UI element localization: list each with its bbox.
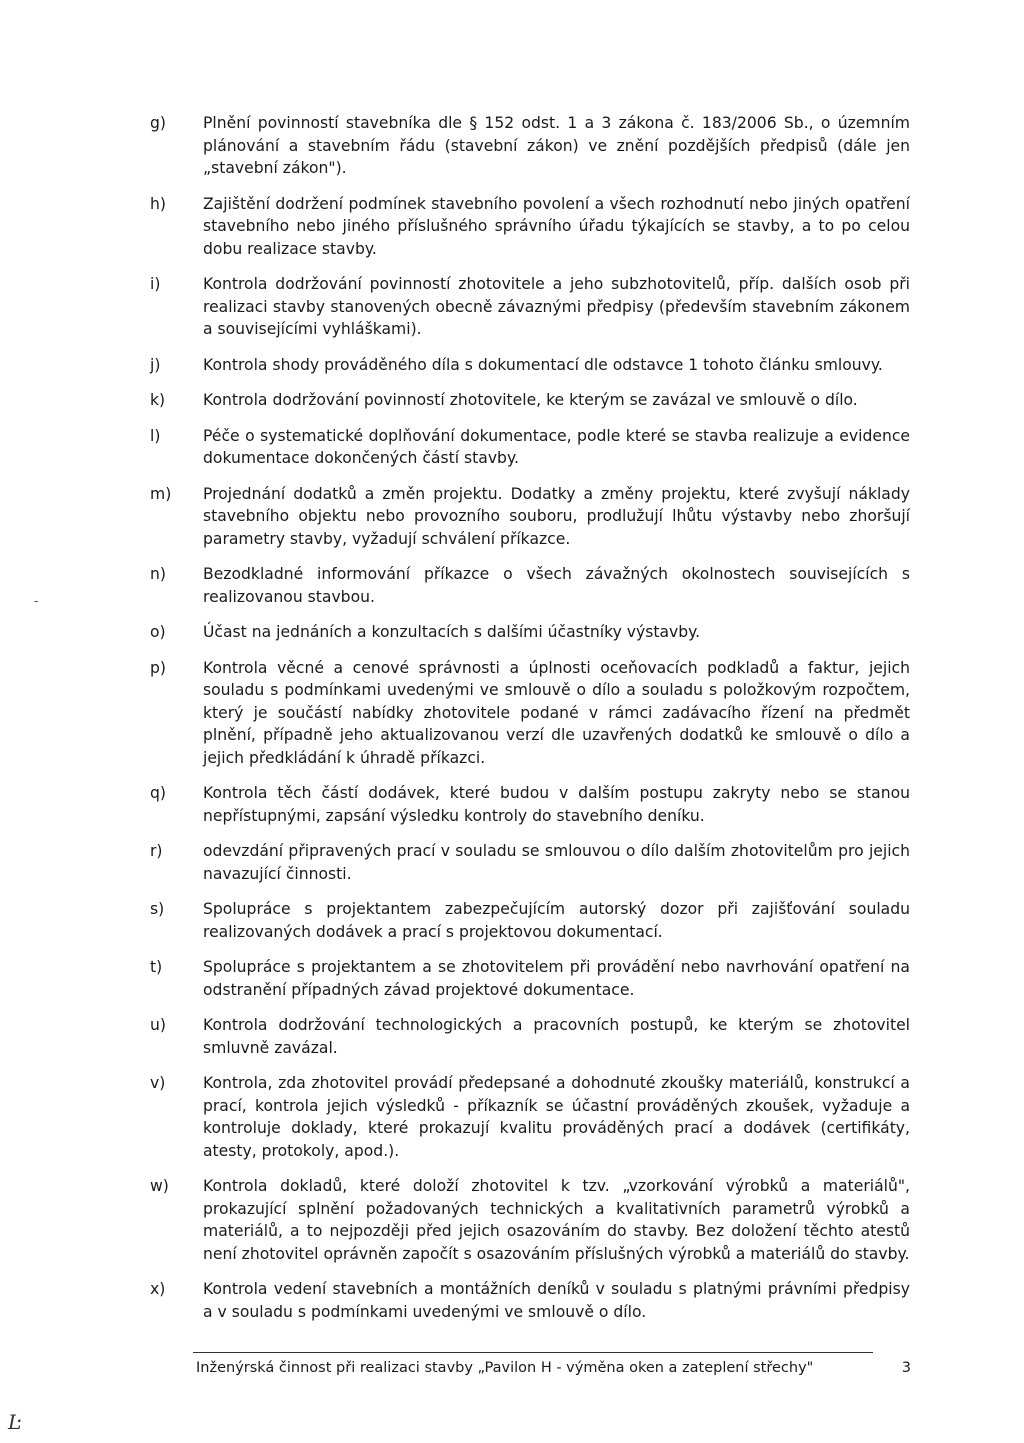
list-item [150, 621, 910, 644]
item-letter: h) [150, 194, 166, 213]
list-item [150, 1072, 910, 1162]
item-letter: p) [150, 658, 166, 677]
list-item [150, 1175, 910, 1265]
item-text: Kontrola těch částí dodávek, které budou v dalším postupu zakryty nebo se stanou nepřístupnými, zapsání výsledku kontroly do stavebního deníku. [203, 784, 910, 825]
item-text: Plnění povinností stavebníka dle § 152 odst. 1 a 3 zákona č. 183/2006 Sb., o územním plánování a stavebním řádu (stavební zákon) ve znění pozdějších předpisů (dále jen „stavební zákon"). [203, 114, 910, 177]
margin-dash-mark: - [34, 594, 39, 608]
item-letter: k) [150, 391, 166, 409]
item-letter: q) [150, 784, 166, 802]
item-text: Péče o systematické doplňování dokumentace, podle které se stavba realizuje a evidence dokumentace dokončených částí stavby. [203, 426, 910, 467]
list-item [150, 354, 910, 377]
item-text: Kontrola dokladů, které doloží zhotovitel k tzv. „vzorkování výrobků a materiálů", prokazující splnění požadovaných technických a kvalitativních parametrů výrobků a materiálů, a to nejpozději před jejich osazováním do stavby. Bez doložení těchto atestů není zhotovitel oprávněn započít s osazováním příslušných výrobků a materiálů do stavby. [203, 1177, 910, 1263]
item-letter: r) [150, 842, 163, 860]
item-text: Kontrola věcné a cenové správnosti a úplnosti oceňovacích podkladů a faktur, jejich souladu s podmínkami uvedenými ve smlouvě o dílo a souladu s položkovým rozpočtem, který je součástí nabídky zhotovitele podané v rámci zadávacího řízení na předmět plnění, případně jeho aktualizovanou verzí dle uzavřených dodatků ke smlouvě o dílo a jejich předkládání k úhradě příkazci. [203, 658, 910, 767]
list-item [150, 657, 910, 770]
item-text: Kontrola shody prováděného díla s dokumentací dle odstavce 1 tohoto článku smlouvy. [203, 355, 883, 374]
list-item [150, 956, 910, 1001]
list-item [150, 389, 910, 412]
list-item [150, 898, 910, 943]
item-text: Spolupráce s projektantem a se zhotovitelem při provádění nebo navrhování opatření na odstranění případných závad projektové dokumentace. [203, 958, 910, 999]
item-text: Projednání dodatků a změn projektu. Dodatky a změny projektu, které zvyšují náklady stavebního objektu nebo provozního souboru, prodlužují lhůtu výstavby nebo zhoršují parametry stavby, vyžadují schválení příkazce. [203, 484, 910, 548]
item-letter: j) [150, 355, 161, 374]
item-letter: t) [150, 958, 163, 976]
item-letter: u) [150, 1016, 166, 1034]
item-text: Spolupráce s projektantem zabezpečujícím autorský dozor při zajišťování souladu realizovaných dodávek a prací s projektovou dokumentací. [203, 900, 910, 941]
item-letter: m) [150, 484, 172, 503]
list-item [150, 1014, 910, 1059]
item-text: Zajištění dodržení podmínek stavebního povolení a všech rozhodnutí nebo jiných opatření stavebního nebo jiného příslušného správního úřadu týkajících se stavby, a to po celou dobu realizace stavby. [203, 194, 910, 258]
item-text: Bezodkladné informování příkazce o všech závažných okolnostech souvisejících s realizovanou stavbou. [203, 565, 910, 606]
page-number: 3 [901, 1360, 911, 1376]
item-letter: o) [150, 623, 166, 641]
list-item [150, 563, 910, 608]
list-item [150, 112, 910, 180]
item-text: Kontrola, zda zhotovitel provádí předepsané a dohodnuté zkoušky materiálů, konstrukcí a prací, kontrola jejich výsledků - příkazník se účastní prováděných zkoušek, vyžaduje a kontroluje doklady, které prokazují kvalitu prováděných prací a dodávek (certifikáty, atesty, protokoly, apod.). [203, 1074, 910, 1160]
list-item [150, 1278, 910, 1323]
item-letter: x) [150, 1280, 166, 1298]
item-text: Kontrola vedení stavebních a montážních deníků v souladu s platnými právními předpisy a v souladu s podmínkami uvedenými ve smlouvě o dílo. [203, 1280, 910, 1321]
list-item [150, 840, 910, 885]
item-letter: n) [150, 565, 166, 583]
item-letter: s) [150, 900, 165, 918]
item-text: Kontrola dodržování technologických a pracovních postupů, ke kterým se zhotovitel smluvně zavázal. [203, 1016, 910, 1057]
list-item [150, 483, 910, 551]
item-letter: g) [150, 114, 166, 132]
item-letter: i) [150, 275, 161, 293]
item-text: Kontrola dodržování povinností zhotovitele, ke kterým se zavázal ve smlouvě o dílo. [203, 391, 858, 409]
footer-title: Inženýrská činnost při realizaci stavby „Pavilon H - výměna oken a zateplení střechy" [196, 1360, 814, 1376]
obligations-list [150, 112, 910, 1336]
page-footer [196, 1358, 911, 1378]
list-item [150, 193, 910, 261]
item-text: Účast na jednáních a konzultacích s dalšími účastníky výstavby. [203, 623, 701, 641]
list-item [150, 782, 910, 827]
item-letter: l) [150, 426, 161, 445]
footer-divider [193, 1352, 873, 1353]
item-letter: w) [150, 1177, 169, 1195]
item-text: Kontrola dodržování povinností zhotovitele a jeho subzhotovitelů, příp. dalších osob při realizaci stavby stanovených obecně závaznými předpisy (především stavebním zákonem a souvisejícími vyhláškami). [203, 275, 910, 338]
item-text: odevzdání připravených prací v souladu se smlouvou o dílo dalším zhotovitelům pro jejich navazující činnosti. [203, 842, 910, 883]
handwritten-initial: Ŀ [8, 1410, 22, 1434]
list-item [150, 425, 910, 470]
list-item [150, 273, 910, 341]
item-letter: v) [150, 1074, 166, 1092]
